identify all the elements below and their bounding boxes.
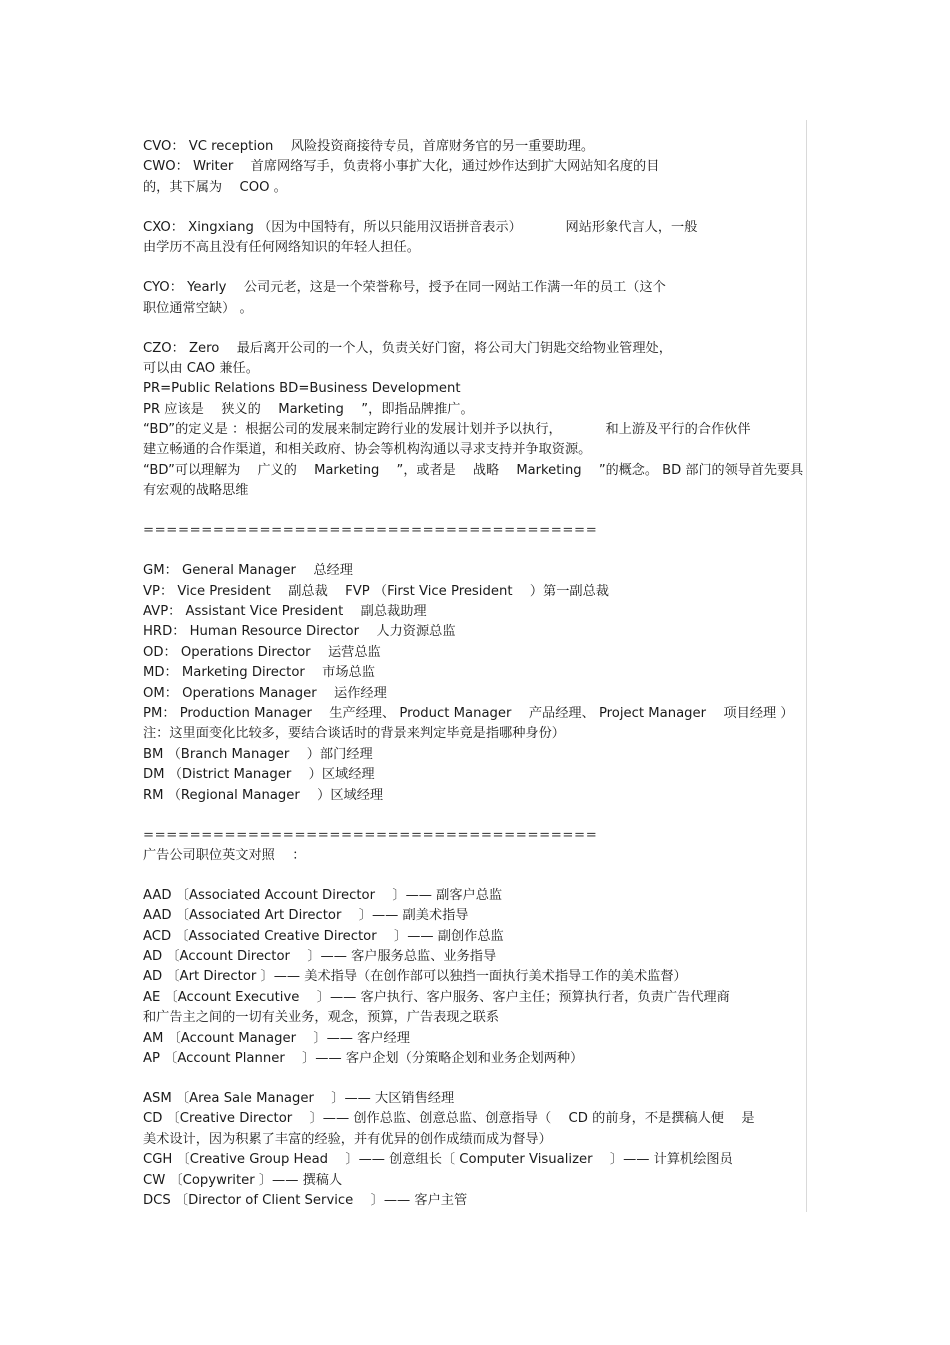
text-line: CZO： Zero 最后离开公司的一个人，负责关好门窗，将公司大门钥匙交给物业管理处， <box>143 340 672 356</box>
text-line: CW 〔Copywriter 〕—— 撰稿人 <box>143 1172 343 1188</box>
blank-line <box>143 198 803 218</box>
text-line: 可以由 CAO 兼任。 <box>143 360 259 376</box>
text-line: CGH 〔Creative Group Head 〕—— 创意组长〔 Computer Visualizer 〕—— 计算机绘图员 <box>143 1152 733 1168</box>
text-line: AVP： Assistant Vice President 副总裁助理 <box>143 604 427 619</box>
text-line: CVO： VC reception 风险投资商接待专员，首席财务官的另一重要助理。 <box>143 139 595 154</box>
text-line: 美术设计，因为积累了丰富的经验，并有优异的创作成绩而成为督导） <box>143 1131 552 1147</box>
blank-line <box>143 866 803 886</box>
text-line: DM （District Manager ）区域经理 <box>143 767 375 783</box>
text-line: GM： General Manager 总经理 <box>143 563 353 579</box>
text-line: CXO： Xingxiang （因为中国特有，所以只能用汉语拼音表示） 网站形象代言人，一般 <box>143 219 698 235</box>
text-line: DCS 〔Director of Client Service 〕—— 客户主管 <box>143 1192 468 1208</box>
text-line: BM （Branch Manager ）部门经理 <box>143 746 373 762</box>
text-line: 由学历不高且没有任何网络知识的年轻人担任。 <box>143 240 420 256</box>
text-line: AM 〔Account Manager 〕—— 客户经理 <box>143 1030 410 1046</box>
text-line: RM （Regional Manager ）区域经理 <box>143 787 384 803</box>
text-line: AAD 〔Associated Account Director 〕—— 副客户总监 <box>143 887 503 903</box>
text-line: “BD”可以理解为 广义的 Marketing ”，或者是 战略 Marketing ”的概念。 BD 部门的领导首先要具 <box>143 462 804 478</box>
text-line: “BD”的定义是 ：根据公司的发展来制定跨行业的发展计划并予以执行， 和上游及平行的合作伙伴 <box>143 422 751 438</box>
text-line: VP： Vice President 副总裁 FVP （First Vice President ）第一副总裁 <box>143 583 609 599</box>
text-line: PM： Production Manager 生产经理、 Product Manager 产品经理、 Project Manager 项目经理 ） <box>143 705 794 721</box>
text-line: 职位通常空缺） 。 <box>143 300 253 316</box>
text-line: HRD： Human Resource Director 人力资源总监 <box>143 624 456 640</box>
separator-line: ======================================= <box>143 523 598 539</box>
text-line: AD 〔Art Director 〕—— 美术指导（在创作部可以独挡一面执行美术指导工作的美术监督） <box>143 969 687 985</box>
blank-line <box>143 259 803 279</box>
text-line: PR 应该是 狭义的 Marketing ”，即指品牌推广。 <box>143 401 474 417</box>
text-line: CYO： Yearly 公司元老，这是一个荣誉称号，授予在同一网站工作满一年的员工（这个 <box>143 280 666 296</box>
text-line: 的，其下属为 COO 。 <box>143 179 287 195</box>
text-line: ASM 〔Area Sale Manager 〕—— 大区销售经理 <box>143 1090 455 1106</box>
blank-line <box>143 806 803 826</box>
blank-line <box>143 542 803 562</box>
text-line: ACD 〔Associated Creative Director 〕—— 副创作总监 <box>143 928 504 944</box>
blank-line <box>143 502 803 522</box>
separator-line: ======================================= <box>143 827 598 843</box>
blank-line <box>143 319 803 339</box>
text-line: OM： Operations Manager 运作经理 <box>143 685 387 701</box>
text-line: 建立畅通的合作渠道，和相关政府、协会等机构沟通以寻求支持并争取资源。 <box>143 442 592 458</box>
text-line: AE 〔Account Executive 〕—— 客户执行、客户服务、客户主任；预算执行者，负责广告代理商 <box>143 989 730 1005</box>
text-line: AP 〔Account Planner 〕—— 客户企划（分策略企划和业务企划两种） <box>143 1051 584 1066</box>
text-line: 和广告主之间的一切有关业务，观念，预算，广告表现之联系 <box>143 1010 500 1026</box>
text-line: PR=Public Relations BD=Business Development <box>143 381 461 397</box>
text-line: 有宏观的战略思维 <box>143 483 249 499</box>
page-margin-line <box>806 120 807 1212</box>
text-line: CD 〔Creative Director 〕—— 创作总监、创意总监、创意指导（ CD 的前身，不是撰稿人便 是 <box>143 1111 755 1127</box>
text-line: CWO： Writer 首席网络写手，负责将小事扩大化，通过炒作达到扩大网站知名度的目 <box>143 159 660 175</box>
text-line: AD 〔Account Director 〕—— 客户服务总监、业务指导 <box>143 949 497 965</box>
blank-line <box>143 1069 803 1089</box>
text-line: AAD 〔Associated Art Director 〕—— 副美术指导 <box>143 908 469 924</box>
document-body <box>143 137 803 1211</box>
text-line: 注：这里面变化比较多，要结合谈话时的背景来判定毕竟是指哪种身份） <box>143 726 565 742</box>
text-line: MD： Marketing Director 市场总监 <box>143 665 375 681</box>
text-line: 广告公司职位英文对照 ： <box>143 847 306 863</box>
text-line: OD： Operations Director 运营总监 <box>143 644 381 660</box>
